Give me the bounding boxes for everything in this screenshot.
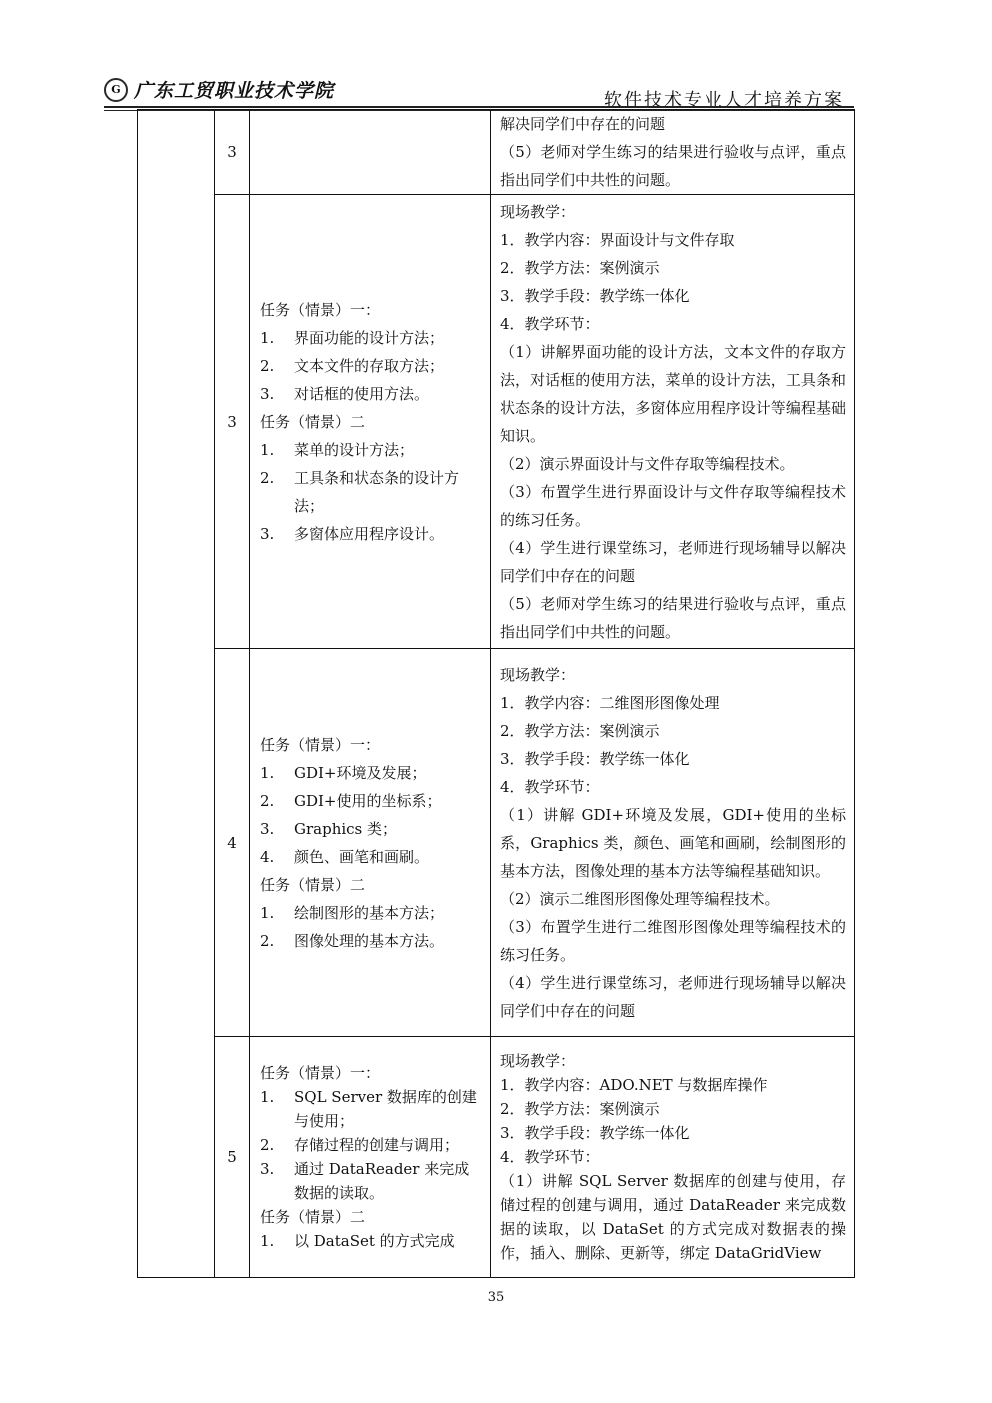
task-heading: 任务（情景）二 [260,1208,366,1226]
teach-line: （3）布置学生进行界面设计与文件存取等编程技术的练习任务。 [500,482,846,529]
task-heading: 任务（情景）一： [260,1064,381,1082]
task-cell [250,649,491,1037]
table-row [138,195,855,649]
task-item [260,927,482,955]
teaching-cell [491,110,855,195]
teach-line: 1．教学内容：ADO.NET 与数据库操作 [500,1076,768,1094]
teach-line: （4）学生进行课堂练习，老师进行现场辅导以解决同学们中存在的问题 [500,973,846,1020]
task-item-text: 通过 DataReader 来完成数据的读取。 [294,1160,470,1202]
task-item-text: 菜单的设计方法； [294,440,415,459]
teach-line: （3）布置学生进行二维图形图像处理等编程技术的练习任务。 [500,917,846,964]
task-heading: 任务（情景）二 [260,412,366,431]
teach-line: 1．教学内容：二维图形图像处理 [500,693,720,712]
task-item-number: 4. [260,847,275,866]
task-item-number: 3. [260,819,275,838]
teach-line: （5）老师对学生练习的结果进行验收与点评，重点指出同学们中共性的问题。 [500,143,846,189]
task-item-text: 图像处理的基本方法。 [294,931,445,950]
task-item-text: 界面功能的设计方法； [294,328,445,347]
task-item-text: 文本文件的存取方法； [294,356,445,375]
teach-line: 4．教学环节： [500,777,600,796]
document-title: 软件技术专业人才培养方案 [604,90,844,111]
table-row [138,1037,855,1278]
teach-line: 4．教学环节： [500,314,600,333]
task-item-number: 3. [260,524,275,543]
task-item [260,1085,482,1133]
teach-line: 2．教学方法：案例演示 [500,258,660,277]
task-item-number: 1. [260,328,275,347]
teach-line: 现场教学： [500,665,576,684]
task-item-text: 存储过程的创建与调用； [294,1136,460,1154]
teach-line: 3．教学手段：教学练一体化 [500,1124,690,1142]
teach-line: 4．教学环节： [500,1148,600,1166]
task-item-number: 1. [260,903,275,922]
task-item [260,815,482,843]
task-item-number: 3. [260,384,275,403]
task-item [260,436,482,464]
task-item-text: Graphics 类； [294,819,398,838]
teach-line: 3．教学手段：教学练一体化 [500,749,690,768]
task-item-number: 1. [260,1232,275,1250]
teach-line: （2）演示二维图形图像处理等编程技术。 [500,889,780,908]
task-item-text: 以 DataSet 的方式完成 [294,1232,455,1250]
task-item-number: 2. [260,1136,275,1154]
task-item-text: GDI+使用的坐标系； [294,791,442,810]
row-number: 4 [215,649,250,1037]
task-item-text: 工具条和状态条的设计方法； [294,468,460,515]
task-item-text: 对话框的使用方法。 [294,384,430,403]
school-name: 广东工贸职业技术学院 [134,80,335,102]
teach-line: （1）讲解界面功能的设计方法，文本文件的存取方法，对话框的使用方法，菜单的设计方法，工具条和状态条的设计方法，多窗体应用程序设计等编程基础知识。 [500,342,846,445]
teach-line: （2）演示界面设计与文件存取等编程技术。 [500,454,795,473]
task-item-text: 多窗体应用程序设计。 [294,524,445,543]
teach-line: （1）讲解 GDI+环境及发展，GDI+使用的坐标系，Graphics 类，颜色、画笔和画刷，绘制图形的基本方法，图像处理的基本方法等编程基础知识。 [500,805,846,880]
task-item-number: 1. [260,440,275,459]
task-item-number: 2. [260,468,275,487]
task-item-number: 1. [260,763,275,782]
task-item [260,520,482,548]
row-number: 5 [215,1037,250,1278]
row-number: 3 [215,195,250,649]
teaching-cell [491,1037,855,1278]
teach-line: （5）老师对学生练习的结果进行验收与点评，重点指出同学们中共性的问题。 [500,594,846,641]
teach-line: 3．教学手段：教学练一体化 [500,286,690,305]
task-item-number: 1. [260,1088,275,1106]
task-item [260,843,482,871]
teach-line: 1．教学内容：界面设计与文件存取 [500,230,735,249]
task-item-text: 颜色、画笔和画刷。 [294,847,430,866]
task-item [260,787,482,815]
table-row [138,649,855,1037]
teach-line: 2．教学方法：案例演示 [500,721,660,740]
task-heading: 任务（情景）一： [260,735,381,754]
task-item [260,380,482,408]
row-number: 3 [215,110,250,195]
task-item [260,1133,482,1157]
task-item-text: GDI+环境及发展； [294,763,427,782]
task-item-number: 3. [260,1160,275,1178]
teach-line: 现场教学： [500,1052,576,1070]
task-heading: 任务（情景）一： [260,300,381,319]
task-item [260,324,482,352]
task-item [260,1229,482,1253]
task-item [260,1157,482,1205]
task-item [260,464,482,520]
teach-line: 现场教学： [500,202,576,221]
blank-column-cell [138,110,215,1278]
task-cell [250,195,491,649]
school-emblem-icon: G [104,78,128,102]
course-plan-table [137,109,855,1278]
task-item-text: 绘制图形的基本方法； [294,903,445,922]
task-item [260,759,482,787]
header-rule [104,106,854,108]
task-item-text: SQL Server 数据库的创建与使用； [294,1088,477,1130]
teach-line: （4）学生进行课堂练习，老师进行现场辅导以解决同学们中存在的问题 [500,538,846,585]
teach-line: 解决同学们中存在的问题 [500,115,666,133]
page-number: 35 [487,1290,505,1305]
teaching-cell [491,649,855,1037]
teach-line: 2．教学方法：案例演示 [500,1100,660,1118]
task-cell [250,110,491,195]
table-row [138,110,855,195]
teaching-cell [491,195,855,649]
task-item [260,352,482,380]
task-item-number: 2. [260,791,275,810]
task-item-number: 2. [260,931,275,950]
task-item-number: 2. [260,356,275,375]
task-heading: 任务（情景）二 [260,875,366,894]
task-item [260,899,482,927]
school-logo [104,76,334,103]
task-cell [250,1037,491,1278]
teach-line: （1）讲解 SQL Server 数据库的创建与使用，存储过程的创建与调用，通过 DataReader 来完成数据的读取，以 DataSet 的方式完成对数据表的操作，插入、删除、更新等，绑定 DataGridView [500,1172,846,1262]
